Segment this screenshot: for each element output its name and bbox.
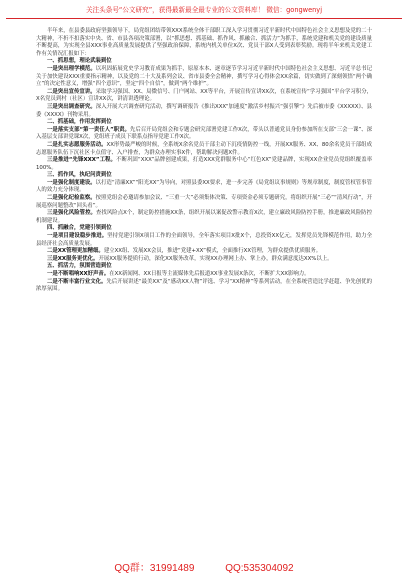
- paragraph-lead: 三是推进“先锋XXX”工程。: [47, 157, 116, 164]
- paragraph-lead: 二是XX管理更加精细。: [47, 248, 104, 255]
- paragraph-text: 深入开展大兴调查研究活动，撰写调研报告《推出XXX“加速度”激活乡村振兴“强引擎”》先后被市委《XXXXX》、县委《XXXX》刊物采用。: [36, 103, 372, 118]
- section-paragraph: [36, 248, 372, 256]
- section-heading: 五、抓活力，氛围营造到位: [47, 263, 112, 270]
- section-paragraph: [36, 104, 372, 119]
- paragraph-lead: 一是突出理学模范。: [47, 65, 96, 72]
- paragraph-lead: 二是突出宣传宣讲。: [47, 88, 96, 95]
- section-paragraph: [36, 271, 372, 279]
- qq-number: QQ:535304092: [225, 563, 294, 574]
- document-body: [36, 26, 372, 546]
- paragraph-text: 采取学习强国、XX、局微信号、门户网站、XX等平台，开展宣传宣讲XX次，在系统宣传“学习强国”平台学习积分，X名党员到村（社区）宣讲XX次，讲清讲透理论。: [36, 88, 372, 103]
- section-heading: 四、抓融合，党建引领到位: [47, 225, 112, 232]
- section-paragraph: [36, 233, 372, 248]
- paragraph-text: 开展XX服务提质行动，深化XX服务改革，实现XX办理网上办、掌上办，群众满意度达XX%以上。: [98, 255, 333, 262]
- paragraph-text: 先后开展讲述“最美XX”及“感动XX人物”评选、学习“XX精神”等系列活动，在全系统营造比学赶超、争先创优的浓厚氛围。: [36, 278, 372, 293]
- section-paragraph: [36, 195, 372, 210]
- paragraph-lead: 三是突出调查研究。: [47, 103, 96, 110]
- paragraph-lead: 一是落实支部“第一责任人”职责。: [47, 126, 130, 133]
- paragraph-lead: 三是XX服务更优化。: [47, 255, 99, 262]
- paragraph-lead: 一是项目建设稳步推进。: [47, 233, 108, 240]
- paragraph-lead: 二是不断丰富行业文化。: [47, 278, 107, 285]
- section-heading: 三、抓作风，执纪问责到位: [47, 172, 112, 179]
- section-paragraph: [36, 157, 372, 172]
- paragraph-text: 查找风险点X个，制定防控措施XX条，组织开展以案促改警示教育X次，建立廉政风险防控手册，推进廉政风险防控机制建设。: [36, 210, 372, 224]
- paragraph-text: XX形势最严峻的时候，全系统X余名党员干部主动下沉疫情防控一线，开展XX服务、XX、80余名党员干部组成志愿服务队伍下沉社区卡点值守、入户排查，为群众办理实事X件，帮助解决问题X件。: [36, 141, 372, 156]
- paragraph-text: 以打造“清廉XX”“阳光XX”为导向，对照县委XX要求，进一步完善《局党组议事规则》等规章制度，制度管权管事管人的效力充分体现。: [36, 179, 372, 194]
- paragraph-text: 以巩固拓展党史学习教育成果为抓手，原原本本、逐章逐节学习习近平新时代中国特色社会主义思想、习近平总书记关于加快建设XXX重要指示精神，以及党的二十大及系列会议、省市县委全会精神，撰写学习心得体会XX余篇，切实做到了深刻领悟“两个确立”的决定性意义，增强“四个意识”，坚定“四个自信”，做到“两个维护”。: [36, 65, 372, 88]
- section-paragraph: [36, 210, 372, 225]
- paragraph-text: 不断巩固“XXX”品牌创建成果，打造XXX党群服务中心“红色XX”党建品牌，实现XX企业党员党组织覆盖率100%。: [36, 157, 372, 171]
- section-paragraph: [36, 180, 372, 195]
- section-paragraph: [36, 279, 372, 294]
- footer-contact: [0, 559, 408, 574]
- paragraph-text: 在XX新闻网、XX日报等主流媒体先后报道XX事业发展X条次，不断扩大XX影响力。: [109, 271, 310, 277]
- qq-group: QQ群：31991489: [114, 563, 195, 574]
- paragraph-lead: 二是强化纪检监察。: [47, 195, 96, 202]
- section-paragraph: [36, 89, 372, 104]
- paragraph-lead: 一是不断唱响XX好声音。: [47, 271, 110, 277]
- header-rule: [6, 18, 402, 19]
- paragraph-text: 建立XX组、发展XX会员，推进“党建+XX”模式，全面推行XX管理，为群众提供优质服务。: [103, 248, 322, 255]
- paragraph-text: 按照党组会必邀请参加会议、“三重一大”必须集体决策、专项资金必须专题研究，将组织开展“三必”“清风行动”，开展巡察问题整改“回头看”。: [36, 195, 372, 209]
- paragraph-text: 先后召开局党组会和专题会研究部署党建工作X次，带头以普通党员身份参加所在支部“三会一课”、深入基层支部讲党课X次，党组班子成员下联系点指导党建工作X次。: [36, 126, 372, 141]
- paragraph-lead: 三是强化风险管控。: [47, 210, 96, 217]
- paragraph-text: 坚持党建引领X项目工作的全面领导，全年落实项目X批X个，总投资XX亿元，发挥党员先锋模范作用，助力全县经济社会高质量发展。: [36, 233, 372, 247]
- section-heading: 二、抓基础，作用发挥到位: [47, 119, 112, 126]
- section-paragraph: [36, 142, 372, 157]
- paragraph-lead: 二是扎实志愿服务活动。: [47, 141, 107, 148]
- section-paragraph: [36, 127, 372, 142]
- section-heading: 一、抓思想，理论武装到位: [47, 58, 112, 65]
- intro-paragraph: 半年来，在县委县政府坚强领导下，局党组团结带领XXX系统全体干部职工深入学习贯彻习近平新时代中国特色社会主义思想及党的二十大精神，不折不扣落实中央、省、市县各项决策部署，以“抓思想、抓基础、抓作风、抓融合、抓活力”为抓手，系统党建和机关党的建设质量不断提高，为实现全县XXX事业高质量发展提供了坚强政治保障，系统内机关单位X次、党员干部X人受到表彰奖励。现将半年来机关党建工作有关情况汇报如下：: [36, 28, 372, 57]
- section-paragraph: [36, 66, 372, 89]
- banner-notice: 关注头条号“公文研究”，获得最新最全最专业的公文资料库！ 微信：gongwenyj: [85, 6, 323, 14]
- paragraph-lead: 一是强化制度建设。: [47, 179, 96, 186]
